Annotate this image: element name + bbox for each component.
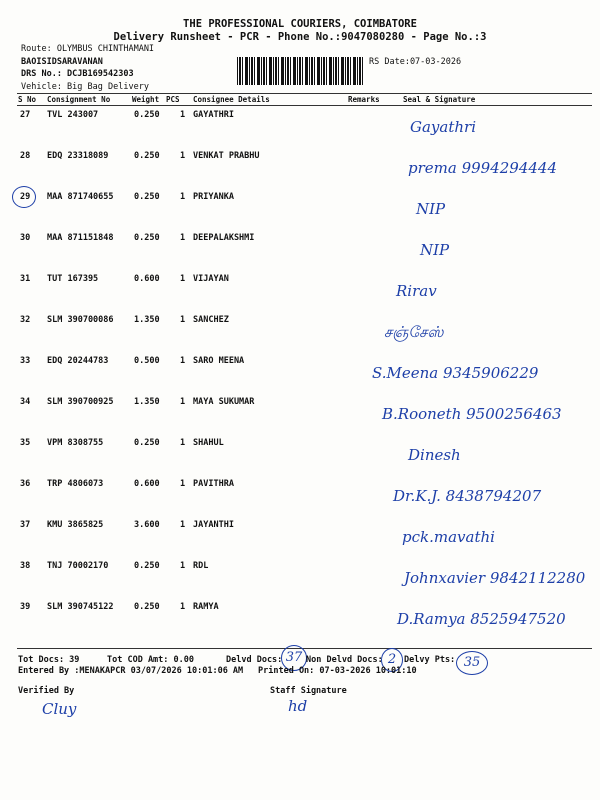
row-cons: MAA 871151848 (47, 233, 114, 243)
row-sno: 38 (20, 561, 31, 571)
row-signature: NIP (416, 200, 446, 218)
row-weight: 0.250 (134, 233, 160, 243)
row-name: SHAHUL (193, 438, 224, 448)
row-pcs: 1 (180, 233, 186, 243)
non-delivered-docs-label: Non Delvd Docs: (306, 655, 383, 665)
row-pcs: 1 (180, 438, 186, 448)
delivery-points-value: 35 (456, 651, 488, 675)
row-pcs: 1 (180, 561, 186, 571)
document-title: THE PROFESSIONAL COURIERS, COIMBATORE (183, 18, 417, 30)
row-signature: Rirav (396, 282, 437, 300)
row-cons: MAA 871740655 (47, 192, 114, 202)
row-signature: Johnxavier 9842112280 (404, 569, 586, 587)
delivery-boy: BAOISIDSARAVANAN (21, 57, 103, 67)
row-cons: TRP 4806073 (47, 479, 104, 489)
row-sno: 37 (20, 520, 31, 530)
barcode-image (237, 57, 365, 85)
vehicle-line: Vehicle: Big Bag Delivery (21, 82, 149, 92)
row-pcs: 1 (180, 192, 186, 202)
row-cons: SLM 390745122 (47, 602, 114, 612)
row-name: VENKAT PRABHU (193, 151, 260, 161)
row-sno: 31 (20, 274, 31, 284)
col-remarks: Remarks (348, 95, 380, 104)
row-cons: SLM 390700925 (47, 397, 114, 407)
header-rule-bottom (17, 105, 592, 106)
row-weight: 0.500 (134, 356, 160, 366)
row-weight: 0.250 (134, 151, 160, 161)
col-consignment: Consignment No (47, 95, 111, 104)
row-cons: EDQ 20244783 (47, 356, 109, 366)
entered-by: Entered By :MENAKAPCR 03/07/2026 10:01:06 AM (18, 666, 244, 676)
row-pcs: 1 (180, 110, 186, 120)
row-name: MAYA SUKUMAR (193, 397, 255, 407)
row-name: PAVITHRA (193, 479, 234, 489)
row-name: SARO MEENA (193, 356, 245, 366)
col-sno: S No (18, 95, 37, 104)
row-pcs: 1 (180, 602, 186, 612)
row-sno: 28 (20, 151, 31, 161)
row-sno: 32 (20, 315, 31, 325)
row-signature: pck.mavathi (402, 528, 495, 546)
row-weight: 0.250 (134, 192, 160, 202)
row-sno: 34 (20, 397, 31, 407)
col-seal-signature: Seal & Signature (403, 95, 476, 104)
row-pcs: 1 (180, 151, 186, 161)
row-weight: 3.600 (134, 520, 160, 530)
row-name: JAYANTHI (193, 520, 234, 530)
row-29-circle-mark (12, 186, 36, 208)
row-cons: TVL 243007 (47, 110, 99, 120)
row-name: GAYATHRI (193, 110, 234, 120)
row-sno: 39 (20, 602, 31, 612)
row-signature: Gayathri (410, 118, 476, 136)
row-name: VIJAYAN (193, 274, 229, 284)
total-cod: Tot COD Amt: 0.00 (107, 655, 194, 665)
row-name: RDL (193, 561, 209, 571)
row-cons: KMU 3865825 (47, 520, 104, 530)
row-cons: EDQ 23318089 (47, 151, 109, 161)
row-sno: 29 (20, 192, 31, 202)
row-weight: 0.250 (134, 110, 160, 120)
row-cons: SLM 390700086 (47, 315, 114, 325)
row-signature: சஞ்சேஸ் (384, 323, 444, 341)
verified-by-signature: Cluy (42, 700, 77, 718)
total-docs: Tot Docs: 39 (18, 655, 80, 665)
row-pcs: 1 (180, 397, 186, 407)
row-signature: B.Rooneth 9500256463 (382, 405, 562, 423)
row-cons: VPM 8308755 (47, 438, 104, 448)
route-line: Route: OLYMBUS CHINTHAMANI (21, 44, 155, 54)
drs-number: DRS No.: DCJB169542303 (21, 69, 134, 79)
row-name: DEEPALAKSHMI (193, 233, 255, 243)
delivered-docs-label: Delvd Docs: (226, 655, 283, 665)
header-rule-top (17, 93, 592, 94)
row-pcs: 1 (180, 479, 186, 489)
col-pcs: PCS (166, 95, 180, 104)
row-weight: 0.250 (134, 438, 160, 448)
row-signature: S.Meena 9345906229 (372, 364, 539, 382)
row-name: SANCHEZ (193, 315, 229, 325)
document-subtitle: Delivery Runsheet - PCR - Phone No.:9047080280 - Page No.:3 (113, 31, 487, 43)
row-pcs: 1 (180, 315, 186, 325)
row-pcs: 1 (180, 356, 186, 366)
staff-signature-label: Staff Signature (270, 686, 347, 696)
printed-on: Printed On: 07-03-2026 10:01:10 (258, 666, 417, 676)
row-name: PRIYANKA (193, 192, 234, 202)
col-consignee: Consignee Details (193, 95, 270, 104)
row-cons: TNJ 70002170 (47, 561, 109, 571)
delivered-docs-value: 37 (281, 645, 307, 671)
row-sno: 33 (20, 356, 31, 366)
row-weight: 0.250 (134, 602, 160, 612)
col-weight: Weight (132, 95, 160, 104)
row-sno: 36 (20, 479, 31, 489)
row-weight: 0.600 (134, 479, 160, 489)
row-sno: 27 (20, 110, 31, 120)
row-weight: 0.250 (134, 561, 160, 571)
row-weight: 0.600 (134, 274, 160, 284)
non-delivered-docs-value: 2 (381, 648, 403, 672)
row-signature: NIP (420, 241, 450, 259)
row-name: RAMYA (193, 602, 219, 612)
row-cons: TUT 167395 (47, 274, 99, 284)
row-signature: prema 9994294444 (408, 159, 558, 177)
row-signature: D.Ramya 8525947520 (397, 610, 566, 628)
rs-date: RS Date:07-03-2026 (369, 57, 462, 67)
row-pcs: 1 (180, 274, 186, 284)
row-signature: Dinesh (408, 446, 461, 464)
row-weight: 1.350 (134, 315, 160, 325)
row-sno: 30 (20, 233, 31, 243)
row-signature: Dr.K.J. 8438794207 (393, 487, 542, 505)
row-pcs: 1 (180, 520, 186, 530)
delivery-points-label: Delvy Pts: (404, 655, 456, 665)
staff-signature-mark: hd (288, 697, 308, 715)
footer-rule (17, 648, 592, 649)
row-weight: 1.350 (134, 397, 160, 407)
verified-by-label: Verified By (18, 686, 75, 696)
row-sno: 35 (20, 438, 31, 448)
